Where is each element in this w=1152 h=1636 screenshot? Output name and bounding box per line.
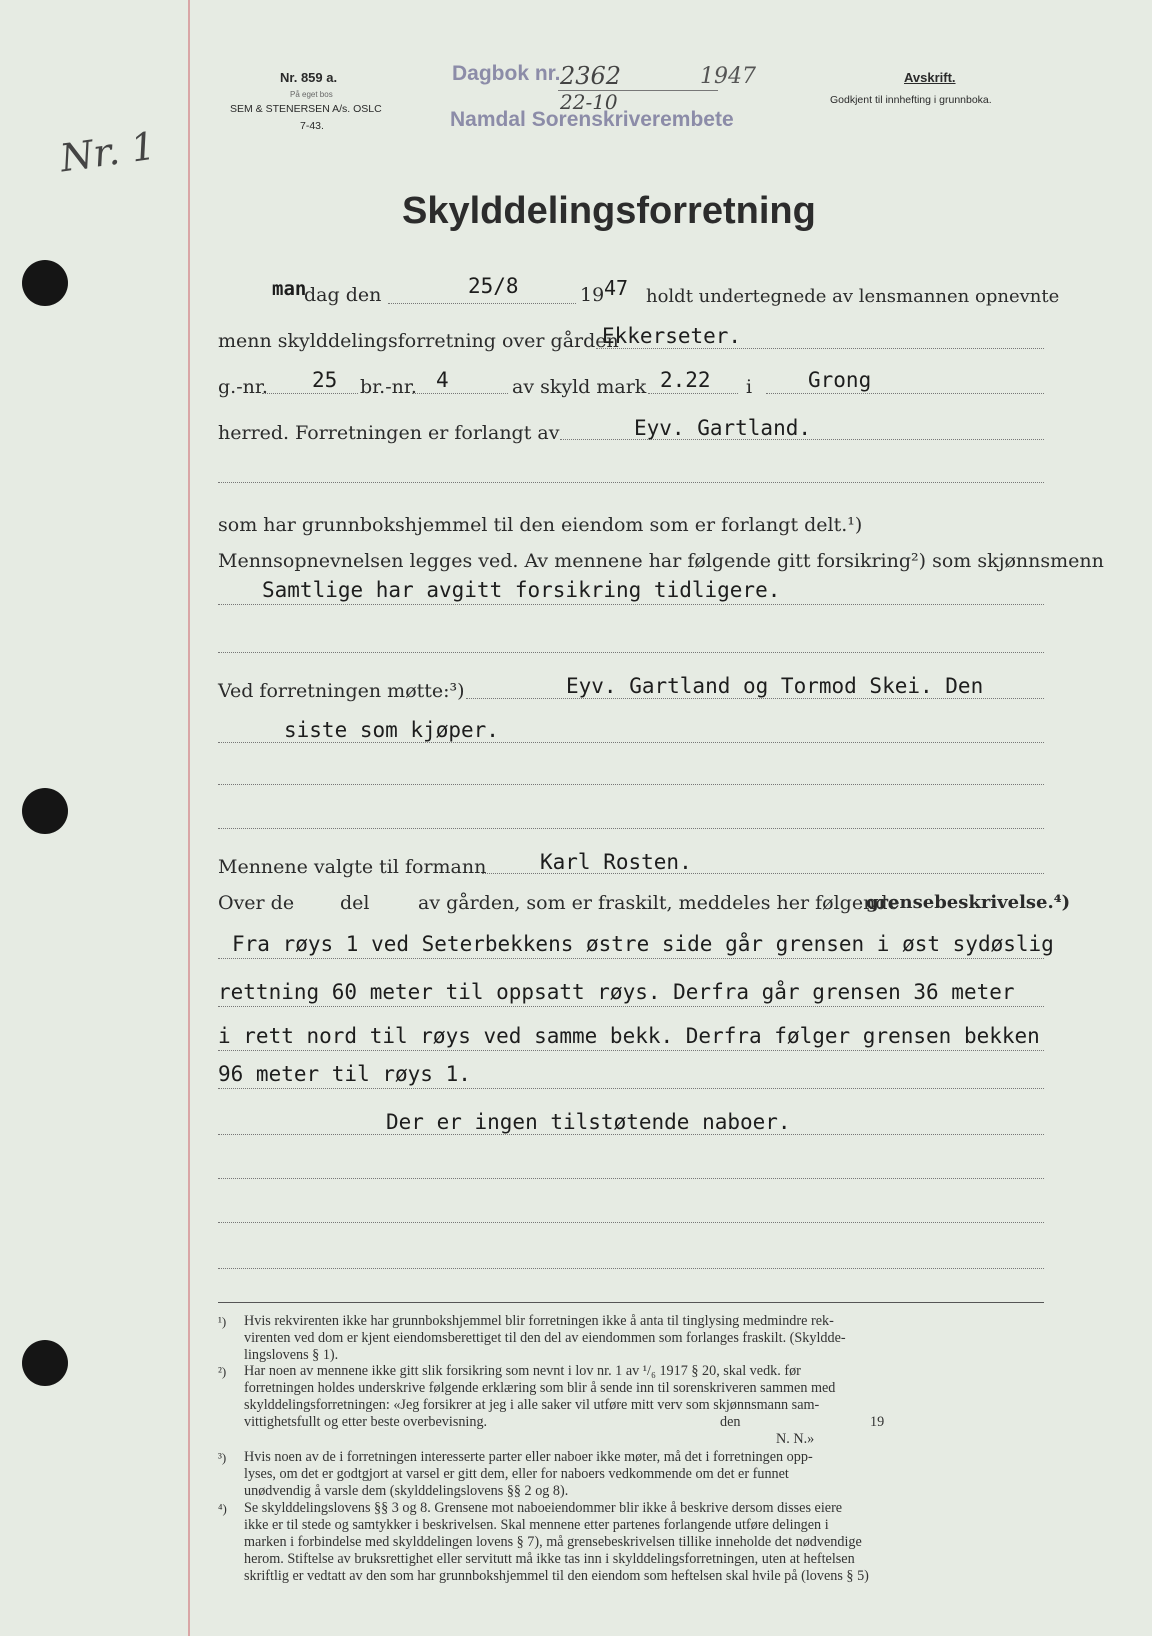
menn-forsikring-text: Mennsopnevnelsen legges ved. Av mennene har følgende gitt forsikring²) som skjønnsmenn	[218, 550, 1104, 572]
footnote-line: virenten ved dom er kjent eiendomsberettiget til den del av eiendommen som forlanges fraskilt. (Skyldde-	[244, 1330, 846, 1346]
footnote-number: ¹)	[218, 1314, 227, 1329]
boundary-desc-5: Der er ingen tilstøtende naboer.	[386, 1110, 791, 1134]
footnote-rule	[218, 1302, 1044, 1303]
footnote-line: unødvendig å varsle dem (skylddelingslovens §§ 2 og 8).	[244, 1483, 569, 1499]
punch-hole	[22, 788, 68, 834]
mote-line-2	[218, 742, 1044, 743]
desc-line	[218, 1134, 1044, 1135]
footnote-line: Hvis noen av de i forretningen interesserte parter eller naboer ikke møter, må det i forretningen opp-	[244, 1449, 813, 1465]
blank-line	[218, 652, 1044, 653]
blank-line	[218, 828, 1044, 829]
menn-text: menn skylddelingsforretning over gården	[218, 330, 619, 352]
page-title: Skylddelingsforretning	[402, 190, 816, 232]
blank-line	[218, 784, 1044, 785]
weekday-suffix: dag den	[304, 284, 382, 306]
weekday-fill: man	[272, 278, 307, 300]
skyld-label: av skyld mark	[512, 376, 647, 398]
godkjent-label: Godkjent til innhefting i grunnboka.	[830, 94, 992, 106]
mote-line-1	[466, 698, 1044, 699]
del-label: del	[340, 892, 370, 914]
farm-line	[596, 348, 1044, 349]
gnr-value: 25	[312, 368, 338, 392]
footnote-19: 19	[870, 1414, 885, 1430]
footnote-number: ³)	[218, 1450, 227, 1465]
formann-label: Mennene valgte til formann	[218, 856, 487, 878]
requester-name: Eyv. Gartland.	[634, 416, 812, 440]
desc-line	[218, 1006, 1044, 1007]
desc-line	[218, 1088, 1044, 1089]
margin-note: Nr. 1	[57, 123, 159, 181]
hjemmel-text: som har grunnbokshjemmel til den eiendom som er forlangt delt.¹)	[218, 514, 863, 536]
gnr-line	[262, 393, 358, 394]
footnote-nn: N. N.»	[776, 1431, 815, 1447]
garden-label: av gården, som er fraskilt, meddeles her følgende	[418, 892, 899, 914]
footnote-line: vittighetsfullt og etter beste overbevisning.	[244, 1414, 488, 1430]
holdt-text: holdt undertegnede av lensmannen opnevnte	[646, 286, 1060, 307]
footnote-line: lingslovens § 1).	[244, 1347, 339, 1363]
mote-fill-1: Eyv. Gartland og Tormod Skei. Den	[566, 674, 984, 698]
footnote-line: herom. Stiftelse av bruksrettighet eller servitutt må ikke tas inn i skylddelingsforretningen, uten at heftelsen	[244, 1551, 855, 1567]
punch-hole	[22, 260, 68, 306]
forsikring-line	[218, 604, 1044, 605]
herred-line	[766, 393, 1044, 394]
farm-name: Ekkerseter.	[602, 324, 742, 348]
footnote-number: ²)	[218, 1364, 227, 1379]
printer-name: SEM & STENERSEN A/s. OSLC	[230, 103, 382, 115]
desc-line	[218, 1050, 1044, 1051]
footnote-line: skylddelingsforretningen: «Jeg forsikrer at jeg i alle saker vil utføre mitt verv som skjønnsmann sam-	[244, 1397, 820, 1413]
printer-small: På eget bos	[290, 90, 333, 99]
footnote-line: Se skylddelingslovens §§ 3 og 8. Grensene mot naboeiendommer blir ikke å beskrive dersom disses eiere	[244, 1500, 843, 1516]
brnr-value: 4	[436, 368, 449, 392]
stamp-dagbok: Dagbok nr.	[452, 62, 561, 85]
herred-text: herred. Forretningen er forlangt av	[218, 422, 560, 444]
form-number: Nr. 859 a.	[280, 70, 338, 85]
date-line	[388, 303, 576, 304]
skyld-value: 2.22	[660, 368, 711, 392]
year-prefix: 19	[580, 284, 605, 306]
skyld-line	[648, 393, 738, 394]
dagbok-number: 2362	[560, 62, 622, 90]
mote-fill-2: siste som kjøper.	[284, 718, 499, 742]
footnote-line: Hvis rekvirenten ikke har grunnbokshjemmel blir forretningen ikke å anta til tinglysing medmindre rek-	[244, 1313, 834, 1329]
desc-line	[218, 958, 1044, 959]
blank-line	[218, 1268, 1044, 1269]
footnote-line: ikke er til stede og samtykker i beskrivelsen. Skal mennene etter partenes forlangende utføre delingen i	[244, 1517, 829, 1533]
boundary-desc-3: i rett nord til røys ved samme bekk. Derfra følger grensen bekken	[218, 1024, 1040, 1048]
stamp-office: Namdal Sorenskriverembete	[450, 108, 734, 131]
blank-line	[218, 1178, 1044, 1179]
footnote-number: ⁴)	[218, 1501, 227, 1516]
footnote-line: skriftlig er vedtatt av den som har grunnbokshjemmel til den eiendom som heftelsen skal hvile på (lovens § 5)	[244, 1568, 869, 1584]
boundary-desc-4: 96 meter til røys 1.	[218, 1062, 471, 1086]
date-value: 25/8	[468, 274, 519, 298]
brnr-line	[412, 393, 508, 394]
footnote-den: den	[720, 1414, 741, 1430]
print-date: 7-43.	[300, 120, 324, 132]
gnr-label: g.-nr.	[218, 376, 268, 398]
brnr-label: br.-nr.	[360, 376, 417, 398]
mote-label: Ved forretningen møtte:³)	[218, 680, 465, 702]
year-fill: 47	[604, 276, 629, 300]
grense-label: grensebeskrivelse.⁴)	[866, 892, 1071, 913]
footnote-line: lyses, om det er godtgjort at varsel er gitt dem, eller for naboers vedkommende om det er funnet	[244, 1466, 789, 1482]
i-label: i	[746, 376, 753, 398]
footnote-line: forretningen holdes underskrive følgende erklæring som blir å sende inn til sorenskriveren sammen med	[244, 1380, 836, 1396]
margin-rule	[188, 0, 190, 1636]
herred-name: Grong	[808, 368, 872, 392]
stamp-date: 22-10	[560, 90, 618, 114]
boundary-desc-2: rettning 60 meter til oppsatt røys. Derfra går grensen 36 meter	[218, 980, 1015, 1004]
footnote-line: Har noen av mennene ikke gitt slik forsikring som nevnt i lov nr. 1 av ¹/₆ 1917 § 20, skal vedk. før	[244, 1363, 801, 1379]
boundary-desc-1: Fra røys 1 ved Seterbekkens østre side går grensen i øst sydøslig	[232, 932, 1054, 956]
blank-line	[218, 1222, 1044, 1223]
blank-line	[218, 482, 1044, 483]
punch-hole	[22, 1340, 68, 1386]
formann-name: Karl Rosten.	[540, 850, 692, 874]
forsikring-fill: Samtlige har avgitt forsikring tidligere.	[262, 578, 781, 602]
over-label: Over de	[218, 892, 295, 914]
avskrift-label: Avskrift.	[904, 70, 956, 85]
footnote-line: marken i forbindelse med skylddelingen lovens § 7), må grensebeskrivelsen tillike inneholde det nødvendige	[244, 1534, 862, 1550]
dagbok-year: 1947	[700, 64, 756, 89]
